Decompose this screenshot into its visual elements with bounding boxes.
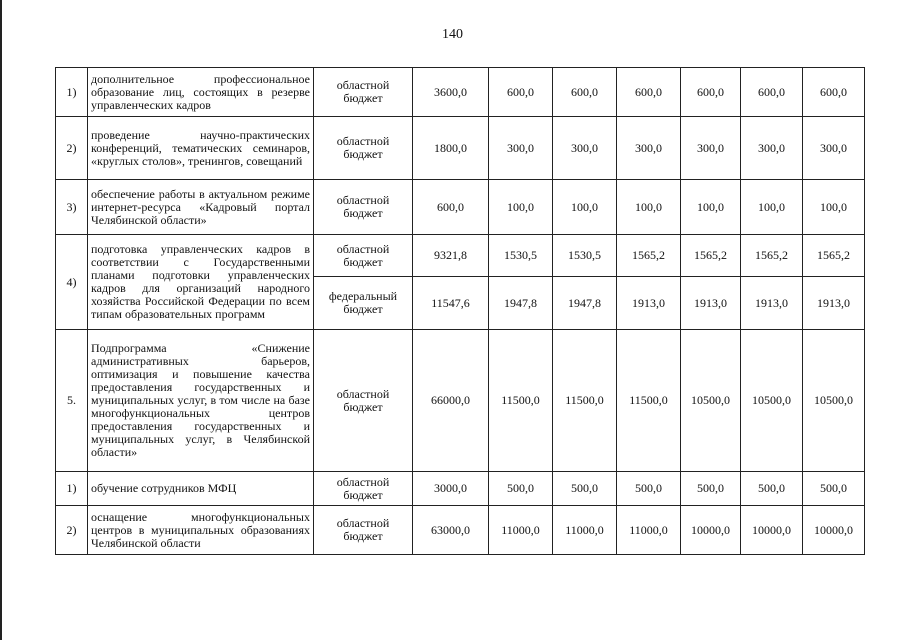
- table-row: [56, 330, 865, 472]
- row-description: подготовка управленческих кадров в соответствии с Государственными планами подготовки управленческих кадров для организаций народного хозяйства Российской Федерации по всем типам образовательных программ: [88, 235, 314, 330]
- value-cell: 1913,0: [803, 277, 865, 330]
- value-cell: 1913,0: [741, 277, 803, 330]
- value-cell: 300,0: [617, 117, 681, 180]
- funding-source: областной бюджет: [314, 472, 413, 506]
- value-cell: 10000,0: [803, 506, 865, 555]
- value-cell: 3000,0: [413, 472, 489, 506]
- row-description: дополнительное профессиональное образование лиц, состоящих в резерве управленческих кадров: [88, 68, 314, 117]
- funding-source: областной бюджет: [314, 235, 413, 277]
- value-cell: 10500,0: [803, 330, 865, 472]
- funding-source: областной бюджет: [314, 68, 413, 117]
- row-number: 1): [56, 472, 88, 506]
- value-cell: 11547,6: [413, 277, 489, 330]
- table-row: [56, 180, 865, 235]
- value-cell: 9321,8: [413, 235, 489, 277]
- value-cell: 600,0: [413, 180, 489, 235]
- value-cell: 500,0: [489, 472, 553, 506]
- value-cell: 600,0: [489, 68, 553, 117]
- value-cell: 100,0: [489, 180, 553, 235]
- row-description: проведение научно-практических конференций, тематических семинаров, «круглых столов», тренингов, совещаний: [88, 117, 314, 180]
- funding-source: федеральный бюджет: [314, 277, 413, 330]
- value-cell: 10500,0: [741, 330, 803, 472]
- value-cell: 500,0: [553, 472, 617, 506]
- value-cell: 300,0: [681, 117, 741, 180]
- value-cell: 500,0: [741, 472, 803, 506]
- row-number: 1): [56, 68, 88, 117]
- value-cell: 11500,0: [553, 330, 617, 472]
- value-cell: 600,0: [553, 68, 617, 117]
- value-cell: 1565,2: [681, 235, 741, 277]
- value-cell: 300,0: [741, 117, 803, 180]
- value-cell: 10000,0: [741, 506, 803, 555]
- value-cell: 300,0: [803, 117, 865, 180]
- value-cell: 11000,0: [553, 506, 617, 555]
- value-cell: 300,0: [553, 117, 617, 180]
- value-cell: 63000,0: [413, 506, 489, 555]
- table-row: [56, 472, 865, 506]
- value-cell: 100,0: [617, 180, 681, 235]
- row-number: 3): [56, 180, 88, 235]
- value-cell: 300,0: [489, 117, 553, 180]
- funding-source: областной бюджет: [314, 117, 413, 180]
- value-cell: 1530,5: [489, 235, 553, 277]
- value-cell: 11500,0: [617, 330, 681, 472]
- value-cell: 10000,0: [681, 506, 741, 555]
- table-row: [56, 117, 865, 180]
- value-cell: 1947,8: [553, 277, 617, 330]
- budget-table: [55, 67, 865, 555]
- funding-source: областной бюджет: [314, 180, 413, 235]
- funding-source: областной бюджет: [314, 330, 413, 472]
- value-cell: 1947,8: [489, 277, 553, 330]
- table-row: [56, 68, 865, 117]
- value-cell: 3600,0: [413, 68, 489, 117]
- value-cell: 1800,0: [413, 117, 489, 180]
- value-cell: 11000,0: [617, 506, 681, 555]
- value-cell: 600,0: [681, 68, 741, 117]
- page-edge-line: [0, 0, 2, 640]
- value-cell: 10500,0: [681, 330, 741, 472]
- value-cell: 100,0: [553, 180, 617, 235]
- row-number: 4): [56, 235, 88, 330]
- row-description: Подпрограмма «Снижение административных барьеров, оптимизация и повышение качества предоставления государственных и муниципальных услуг, в том числе на базе многофункциональных центров предоставления государственных и муниципальных услуг, в Челябинской области»: [88, 330, 314, 472]
- value-cell: 500,0: [617, 472, 681, 506]
- value-cell: 1565,2: [617, 235, 681, 277]
- table-row: [56, 235, 865, 277]
- value-cell: 1565,2: [741, 235, 803, 277]
- row-description: обучение сотрудников МФЦ: [88, 472, 314, 506]
- value-cell: 500,0: [803, 472, 865, 506]
- value-cell: 600,0: [803, 68, 865, 117]
- value-cell: 500,0: [681, 472, 741, 506]
- value-cell: 100,0: [681, 180, 741, 235]
- value-cell: 100,0: [803, 180, 865, 235]
- funding-source: областной бюджет: [314, 506, 413, 555]
- row-number: 5.: [56, 330, 88, 472]
- value-cell: 1530,5: [553, 235, 617, 277]
- row-number: 2): [56, 117, 88, 180]
- value-cell: 600,0: [617, 68, 681, 117]
- table-row: [56, 506, 865, 555]
- row-description: обеспечение работы в актуальном режиме интернет-ресурса «Кадровый портал Челябинской области»: [88, 180, 314, 235]
- row-description: оснащение многофункциональных центров в муниципальных образованиях Челябинской области: [88, 506, 314, 555]
- value-cell: 66000,0: [413, 330, 489, 472]
- value-cell: 1913,0: [617, 277, 681, 330]
- value-cell: 1913,0: [681, 277, 741, 330]
- value-cell: 11000,0: [489, 506, 553, 555]
- value-cell: 1565,2: [803, 235, 865, 277]
- row-number: 2): [56, 506, 88, 555]
- page-number: 140: [442, 27, 463, 42]
- value-cell: 100,0: [741, 180, 803, 235]
- value-cell: 11500,0: [489, 330, 553, 472]
- value-cell: 600,0: [741, 68, 803, 117]
